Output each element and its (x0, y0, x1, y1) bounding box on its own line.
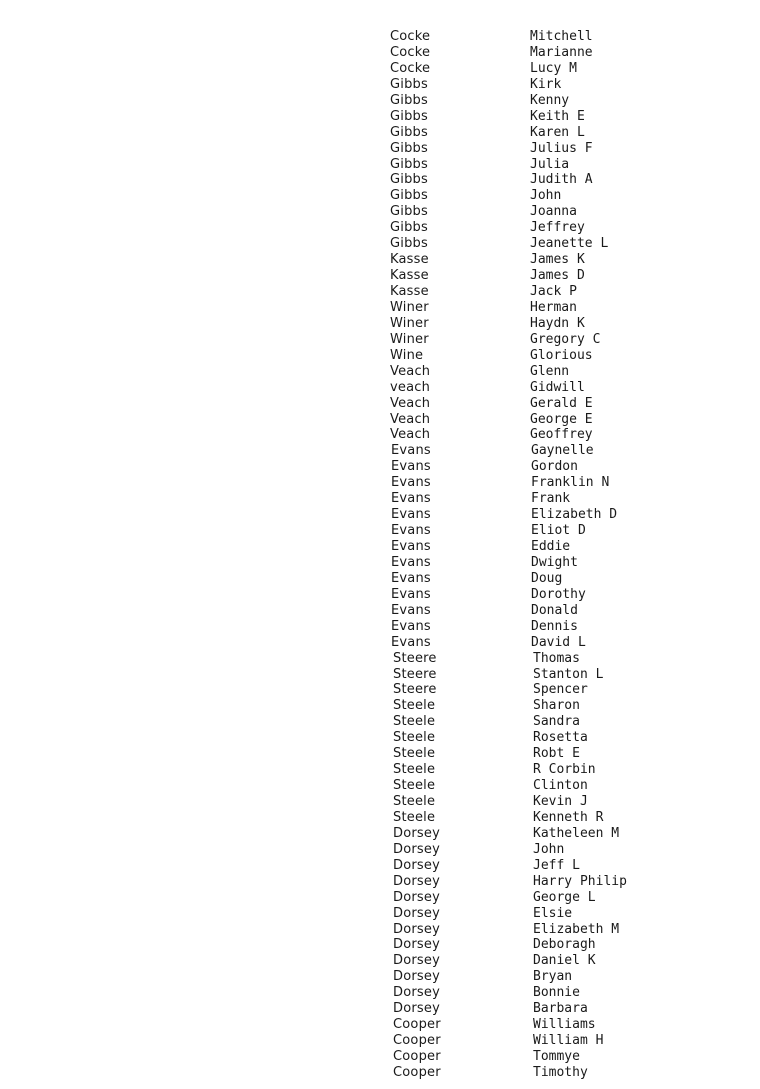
list-item (393, 826, 750, 842)
first-name: Daniel K (533, 953, 596, 969)
first-name: Gaynelle (531, 443, 594, 459)
list-item (391, 635, 750, 651)
last-name: Gibbs (390, 220, 428, 236)
first-name: Barbara (533, 1001, 588, 1017)
first-name: Joanna (530, 204, 577, 220)
first-name: Robt E (533, 746, 580, 762)
last-name: Dorsey (393, 873, 440, 889)
list-item (390, 300, 750, 316)
first-name: Gidwill (530, 379, 585, 395)
list-item (390, 45, 750, 61)
last-name: Dorsey (393, 905, 440, 921)
first-name: Julia (530, 156, 570, 172)
first-name: Dwight (531, 554, 578, 570)
last-name: Steele (393, 778, 436, 794)
last-name: Steere (393, 682, 437, 698)
last-name: Veach (390, 427, 431, 443)
last-name: Gibbs (390, 236, 428, 252)
first-name: David L (531, 634, 586, 650)
list-item (390, 332, 750, 348)
list-item (393, 1033, 750, 1049)
list-item (393, 746, 750, 762)
list-item (391, 539, 750, 555)
list-item (391, 571, 750, 587)
last-name: Dorsey (393, 953, 440, 969)
first-name: Elsie (533, 905, 573, 921)
last-name: Dorsey (393, 985, 440, 1001)
list-item (390, 188, 750, 204)
first-name: Elizabeth M (533, 921, 620, 937)
last-name: Evans (391, 475, 431, 491)
name-list (390, 29, 750, 1089)
last-name: Veach (390, 411, 431, 427)
last-name: Gibbs (390, 92, 428, 108)
first-name: James K (530, 252, 585, 268)
first-name: William H (533, 1033, 604, 1049)
first-name: Rosetta (533, 730, 588, 746)
list-item (391, 475, 750, 491)
list-item (393, 762, 750, 778)
list-item (393, 810, 750, 826)
last-name: Dorsey (393, 1001, 440, 1017)
first-name: Williams (533, 1017, 596, 1033)
first-name: Eliot D (531, 523, 586, 539)
last-name: Evans (391, 602, 431, 618)
last-name: Gibbs (390, 76, 428, 92)
last-name: Cocke (390, 60, 431, 76)
list-item (390, 252, 750, 268)
last-name: Evans (391, 586, 431, 602)
last-name: Veach (390, 395, 431, 411)
last-name: Evans (391, 507, 431, 523)
first-name: Mitchell (530, 29, 593, 44)
first-name: Kenny (530, 92, 570, 108)
first-name: Harry Philip (533, 873, 627, 889)
first-name: Gregory C (530, 331, 601, 347)
last-name: Cooper (393, 1017, 441, 1033)
first-name: Glorious (530, 347, 593, 363)
list-item (391, 555, 750, 571)
list-item (393, 922, 750, 938)
list-item (393, 667, 750, 683)
last-name: Gibbs (390, 108, 428, 124)
list-item (393, 874, 750, 890)
last-name: veach (390, 379, 431, 395)
first-name: Donald (531, 602, 578, 618)
last-name: Dorsey (393, 889, 440, 905)
list-item (391, 603, 750, 619)
first-name: James D (530, 268, 585, 284)
list-item (390, 29, 750, 45)
last-name: Evans (391, 491, 431, 507)
last-name: Steere (393, 666, 437, 682)
last-name: Winer (390, 315, 429, 331)
first-name: George L (533, 889, 596, 905)
last-name: Gibbs (390, 172, 428, 188)
list-item (393, 953, 750, 969)
last-name: Winer (390, 331, 429, 347)
first-name: Tommye (533, 1049, 580, 1064)
last-name: Cooper (393, 1033, 441, 1049)
last-name: Steele (393, 794, 436, 809)
last-name: Cocke (390, 29, 431, 44)
list-item (390, 125, 750, 141)
first-name: Frank (531, 491, 571, 507)
first-name: Keith E (530, 108, 585, 124)
first-name: Bryan (533, 969, 573, 985)
last-name: Gibbs (390, 140, 428, 156)
first-name: Jeanette L (530, 236, 609, 252)
first-name: Elizabeth D (531, 507, 618, 523)
list-item (390, 77, 750, 93)
last-name: Evans (391, 443, 431, 459)
first-name: Marianne (530, 44, 593, 60)
first-name: Eddie (531, 539, 571, 554)
last-name: Cooper (393, 1049, 441, 1064)
last-name: Steele (393, 746, 436, 762)
first-name: Sharon (533, 698, 580, 714)
list-item (393, 1001, 750, 1017)
first-name: Gordon (531, 459, 578, 475)
last-name: Evans (391, 539, 431, 554)
list-item (393, 1017, 750, 1033)
list-item (393, 730, 750, 746)
first-name: Lucy M (530, 60, 577, 76)
list-item (391, 443, 750, 459)
list-item (393, 1065, 750, 1081)
list-item (390, 220, 750, 236)
first-name: R Corbin (533, 762, 596, 778)
first-name: Herman (530, 299, 577, 315)
first-name: Julius F (530, 140, 593, 156)
last-name: Steele (393, 730, 436, 746)
last-name: Evans (391, 523, 431, 539)
last-name: Dorsey (393, 921, 440, 937)
last-name: Kasse (390, 268, 429, 284)
last-name: Evans (391, 634, 431, 650)
list-item (390, 141, 750, 157)
first-name: Haydn K (530, 315, 585, 331)
first-name: Katheleen M (533, 825, 620, 841)
first-name: Kevin J (533, 794, 588, 809)
first-name: Spencer (533, 682, 588, 698)
first-name: Clinton (533, 778, 588, 794)
list-item (393, 985, 750, 1001)
list-item (393, 714, 750, 730)
last-name: Gibbs (390, 188, 428, 204)
first-name: Glenn (530, 363, 570, 379)
list-item (393, 794, 750, 810)
list-item (390, 427, 750, 443)
list-item (390, 157, 750, 173)
last-name: Evans (391, 570, 431, 586)
list-item (390, 284, 750, 300)
list-item (393, 858, 750, 874)
last-name: Steere (393, 650, 437, 666)
first-name: Timothy (533, 1064, 588, 1080)
last-name: Gibbs (390, 124, 428, 140)
last-name: Evans (391, 554, 431, 570)
last-name: Steele (393, 809, 436, 825)
list-item (390, 380, 750, 396)
list-item (393, 969, 750, 985)
first-name: Bonnie (533, 985, 580, 1001)
last-name: Dorsey (393, 937, 440, 953)
list-item (390, 172, 750, 188)
first-name: Jeff L (533, 857, 580, 873)
first-name: Gerald E (530, 395, 593, 411)
last-name: Dorsey (393, 841, 440, 857)
list-item (391, 491, 750, 507)
first-name: Thomas (533, 650, 580, 666)
first-name: Karen L (530, 124, 585, 140)
first-name: Judith A (530, 172, 593, 188)
first-name: Jeffrey (530, 220, 585, 236)
last-name: Steele (393, 698, 436, 714)
list-item (391, 523, 750, 539)
list-item (393, 937, 750, 953)
first-name: Doug (531, 570, 563, 586)
list-item (390, 236, 750, 252)
last-name: Evans (391, 618, 431, 634)
list-item (390, 61, 750, 77)
list-item (393, 651, 750, 667)
last-name: Veach (390, 363, 431, 379)
last-name: Cocke (390, 44, 431, 60)
last-name: Kasse (390, 284, 429, 299)
list-item (393, 682, 750, 698)
last-name: Dorsey (393, 969, 440, 985)
last-name: Gibbs (390, 204, 428, 220)
list-item (393, 778, 750, 794)
list-item (390, 268, 750, 284)
last-name: Steele (393, 762, 436, 778)
list-item (390, 396, 750, 412)
first-name: Franklin N (531, 475, 610, 491)
list-item (390, 316, 750, 332)
last-name: Cooper (393, 1064, 441, 1080)
last-name: Dorsey (393, 825, 440, 841)
first-name: Geoffrey (530, 427, 593, 443)
first-name: Deboragh (533, 937, 596, 953)
list-item (393, 842, 750, 858)
first-name: Kenneth R (533, 809, 604, 825)
first-name: Dennis (531, 618, 578, 634)
last-name: Dorsey (393, 857, 440, 873)
last-name: Winer (390, 299, 429, 315)
list-item (390, 364, 750, 380)
list-item (390, 109, 750, 125)
list-item (391, 619, 750, 635)
list-item (390, 412, 750, 428)
first-name: Dorothy (531, 586, 586, 602)
first-name: Kirk (530, 76, 562, 92)
last-name: Kasse (390, 252, 429, 268)
list-item (393, 906, 750, 922)
list-item (393, 890, 750, 906)
list-item (391, 459, 750, 475)
list-item (393, 698, 750, 714)
last-name: Steele (393, 714, 436, 730)
first-name: Stanton L (533, 666, 604, 682)
first-name: Jack P (530, 284, 577, 299)
first-name: George E (530, 411, 593, 427)
list-item (390, 348, 750, 364)
list-item (390, 93, 750, 109)
first-name: Sandra (533, 714, 580, 730)
last-name: Wine (390, 347, 424, 363)
first-name: John (533, 841, 565, 857)
first-name: John (530, 188, 562, 204)
list-item (390, 204, 750, 220)
list-item (391, 507, 750, 523)
list-item (393, 1049, 750, 1065)
last-name: Evans (391, 459, 431, 475)
list-item (391, 587, 750, 603)
last-name: Gibbs (390, 156, 428, 172)
